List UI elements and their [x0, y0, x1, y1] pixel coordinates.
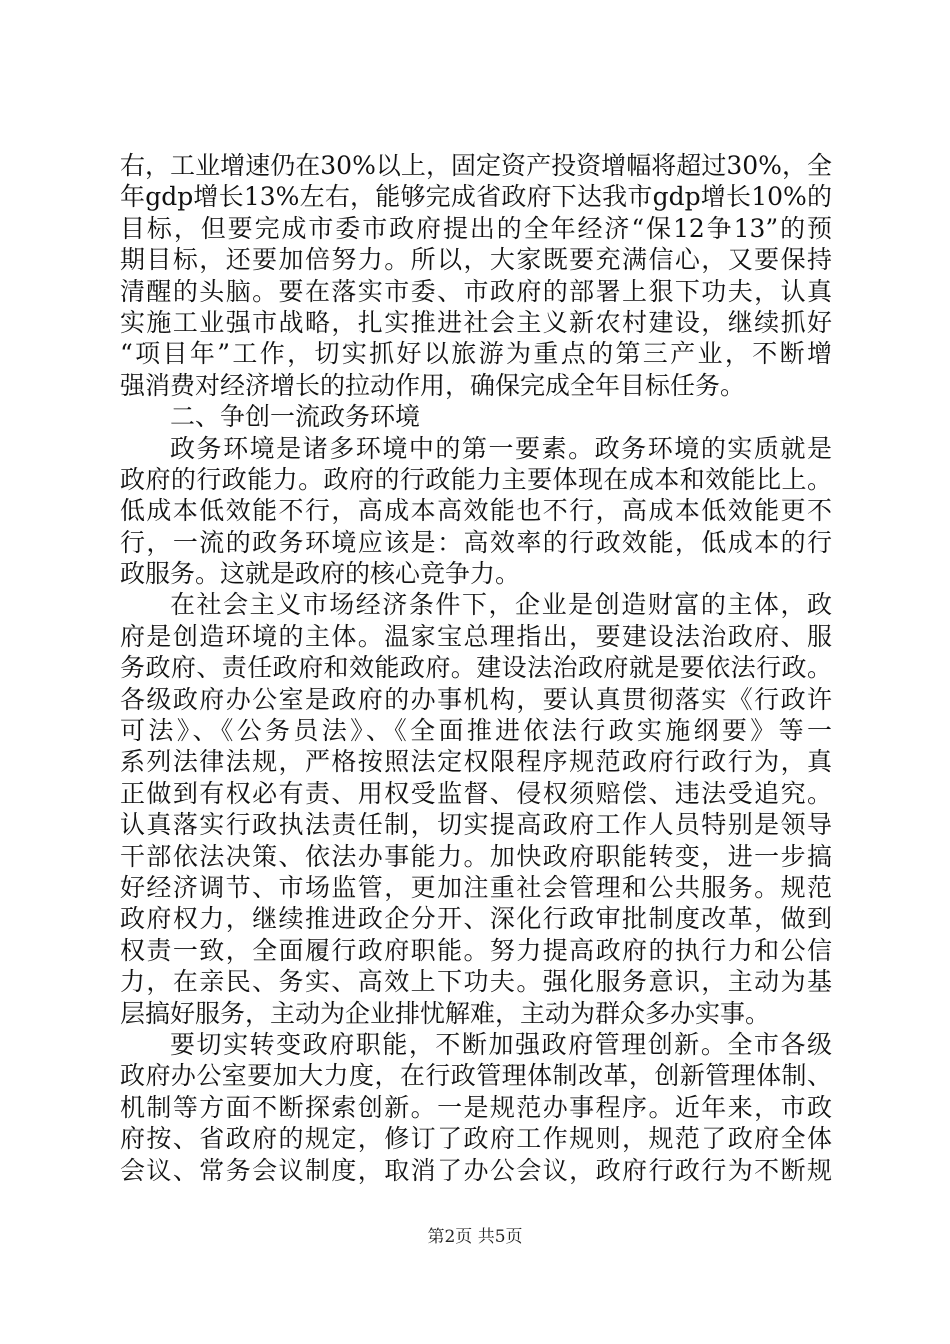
text-line: 府按、省政府的规定，修订了政府工作规则，规范了政府全体	[120, 1124, 832, 1154]
text-line: 好经济调节、市场监管，更加注重社会管理和公共服务。规范	[120, 872, 832, 902]
text-line: 目标，但要完成市委市政府提出的全年经济“保12争13”的预	[120, 213, 832, 243]
text-line: 在社会主义市场经济条件下，企业是创造财富的主体，政	[170, 590, 832, 620]
text-line: 务政府、责任政府和效能政府。建设法治政府就是要依法行政。	[120, 653, 832, 683]
text-line: 政府办公室要加大力度，在行政管理体制改革，创新管理体制、	[120, 1061, 832, 1091]
text-line: 清醒的头脑。要在落实市委、市政府的部署上狠下功夫，认真	[120, 276, 832, 306]
text-line: 年gdp增长13%左右，能够完成省政府下达我市gdp增长10%的	[120, 182, 832, 212]
text-line: 层搞好服务，主动为企业排忧解难，主动为群众多办实事。	[120, 998, 771, 1028]
text-line: 政府权力，继续推进政企分开、深化行政审批制度改革，做到	[120, 904, 832, 934]
text-line: 政服务。这就是政府的核心竞争力。	[120, 559, 521, 589]
text-line: 认真落实行政执法责任制，切实提高政府工作人员特别是领导	[120, 810, 832, 840]
text-line: 各级政府办公室是政府的办事机构，要认真贯彻落实《行政许	[120, 684, 832, 714]
text-line: 政府的行政能力。政府的行政能力主要体现在成本和效能比上。	[120, 464, 832, 494]
text-line: 要切实转变政府职能，不断加强政府管理创新。全市各级	[170, 1029, 832, 1059]
text-line: 系列法律法规，严格按照法定权限程序规范政府行政行为，真	[120, 747, 832, 777]
document-body	[120, 150, 832, 1186]
text-line: 政务环境是诸多环境中的第一要素。政务环境的实质就是	[170, 433, 832, 463]
text-line: 权责一致，全面履行政府职能。努力提高政府的执行力和公信	[120, 935, 832, 965]
text-line: 强消费对经济增长的拉动作用，确保完成全年目标任务。	[120, 370, 746, 400]
text-line: 期目标，还要加倍努力。所以，大家既要充满信心，又要保持	[120, 245, 832, 275]
text-line: 实施工业强市战略，扎实推进社会主义新农村建设，继续抓好	[120, 307, 832, 337]
text-line: 右，工业增速仍在30%以上，固定资产投资增幅将超过30%，全	[120, 151, 832, 180]
text-line: 正做到有权必有责、用权受监督、侵权须赔偿、违法受追究。	[120, 778, 832, 808]
page-number: 第2页 共5页	[427, 1227, 523, 1247]
text-line: 干部依法决策、依法办事能力。加快政府职能转变，进一步搞	[120, 841, 832, 871]
section-heading: 二、争创一流政务环境	[170, 402, 421, 432]
text-line: 力，在亲民、务实、高效上下功夫。强化服务意识，主动为基	[120, 967, 832, 997]
text-line: 府是创造环境的主体。温家宝总理指出，要建设法治政府、服	[120, 621, 832, 651]
text-line: 行，一流的政务环境应该是：高效率的行政效能，低成本的行	[120, 527, 832, 557]
page-footer	[0, 1226, 950, 1248]
text-line: 机制等方面不断探索创新。一是规范办事程序。近年来，市政	[120, 1092, 832, 1122]
text-line: “项目年”工作，切实抓好以旅游为重点的第三产业，不断增	[120, 339, 832, 369]
text-line: 会议、常务会议制度，取消了办公会议，政府行政行为不断规	[120, 1155, 832, 1185]
text-line: 低成本低效能不行，高成本高效能也不行，高成本低效能更不	[120, 496, 832, 526]
text-line: 可法》、《公务员法》、《全面推进依法行政实施纲要》等一	[120, 716, 832, 746]
